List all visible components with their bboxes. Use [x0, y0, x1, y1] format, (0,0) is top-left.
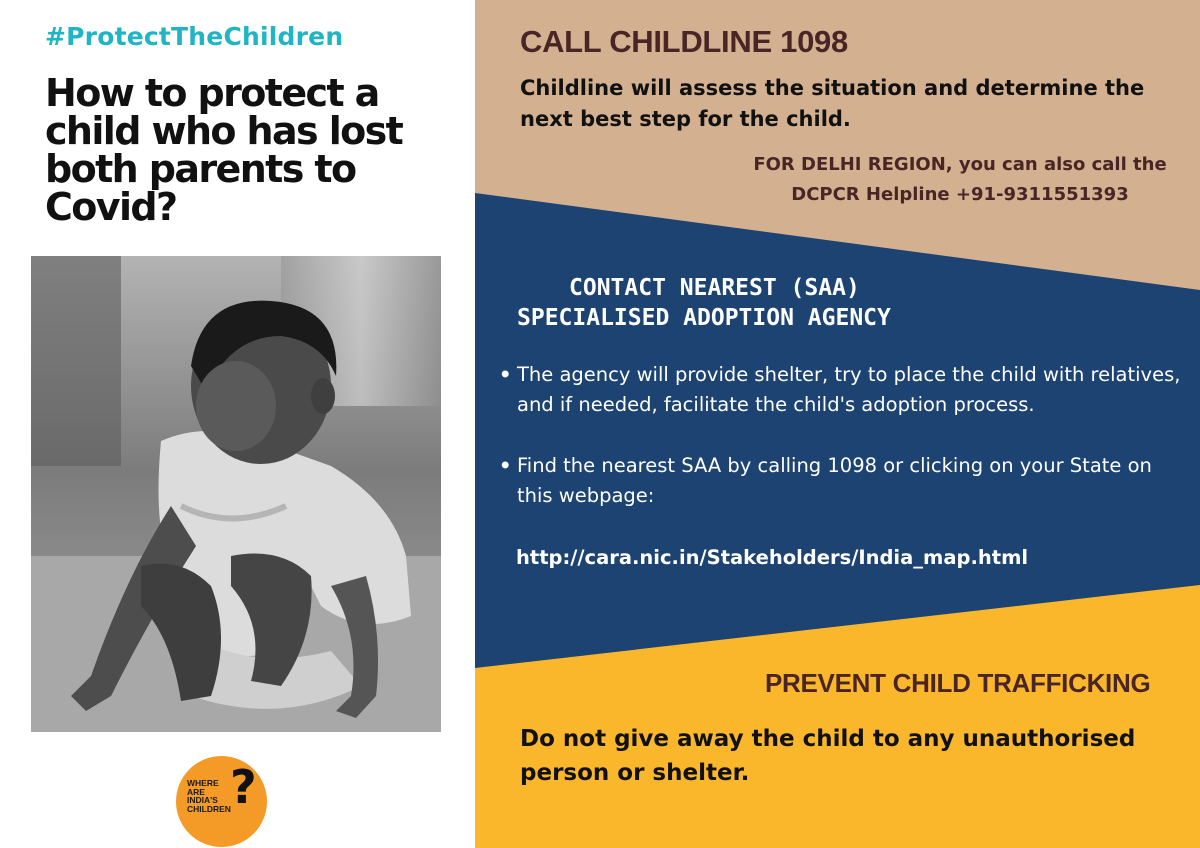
saa-bullet-list [501, 360, 1181, 542]
logo-text [187, 779, 231, 813]
childline-description: Childline will assess the situation and determine the next best step for the child. [520, 76, 1145, 131]
question-mark-icon: ? [230, 760, 257, 814]
saa-heading-line: CONTACT NEAREST (SAA) [569, 275, 860, 301]
child-photo-illustration [31, 256, 441, 732]
logo-text-line: INDIA'S [187, 795, 218, 805]
saa-heading [517, 273, 1057, 333]
right-panel [475, 0, 1200, 848]
trafficking-warning: Do not give away the child to any unauthorised person or shelter. [520, 726, 1136, 786]
headline-line: both parents to [45, 147, 356, 191]
saa-heading-line: SPECIALISED ADOPTION AGENCY [517, 305, 891, 331]
cara-map-link[interactable]: http://cara.nic.in/Stakeholders/India_map.html [516, 546, 1029, 569]
logo-text-line: CHILDREN [187, 803, 231, 814]
child-photo [31, 256, 441, 732]
prevent-trafficking-heading: PREVENT CHILD TRAFFICKING [765, 668, 1151, 698]
headline-line: How to protect a [45, 71, 379, 115]
logo-text-line: ARE [187, 786, 205, 797]
list-item: • Find the nearest SAA by calling 1098 or clicking on your State on this webpage: [501, 451, 1181, 511]
where-are-indias-children-logo [176, 756, 267, 847]
hashtag: #ProtectTheChildren [45, 22, 344, 51]
call-childline-heading: CALL CHILDLINE 1098 [520, 24, 848, 59]
list-item: • The agency will provide shelter, try to place the child with relatives, and if needed, facilitate the child's adoption process. [501, 360, 1181, 420]
headline [45, 71, 425, 229]
left-panel [0, 0, 475, 848]
headline-line: child who has lost [45, 109, 403, 153]
headline-line: Covid? [45, 185, 177, 229]
delhi-helpline-note: FOR DELHI REGION, you can also call the DCPCR Helpline +91-9311551393 [753, 154, 1167, 205]
logo-text-line: WHERE [187, 778, 219, 788]
